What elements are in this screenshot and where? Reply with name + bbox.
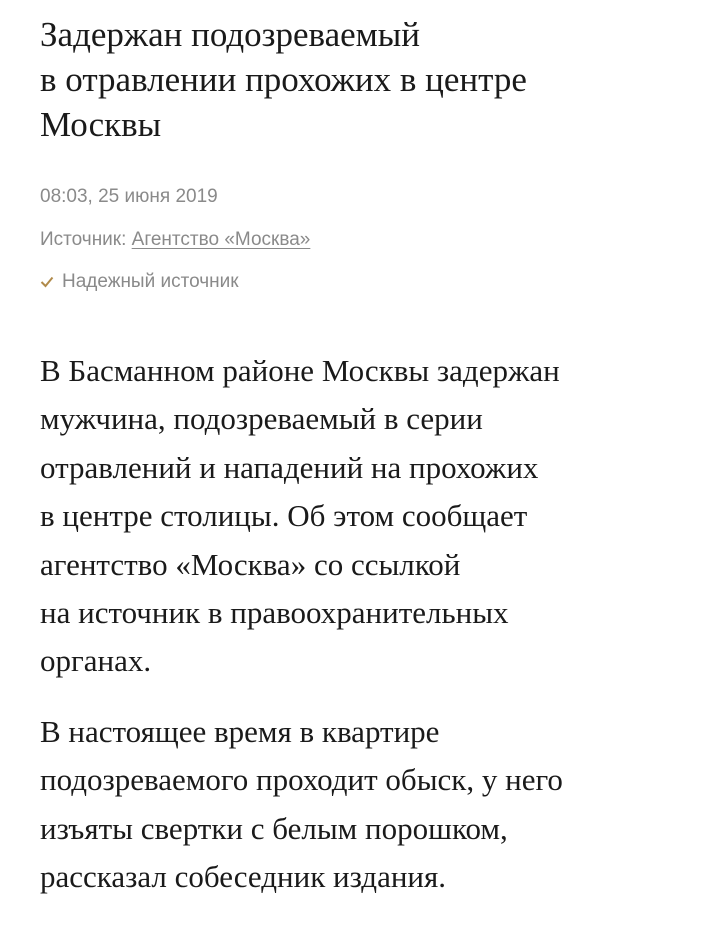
text-line: в центре столицы. Об этом сообщает (40, 498, 528, 534)
source-label: Источник: (40, 229, 132, 250)
reliable-source-label: Надежный источник (62, 271, 239, 292)
text-line: органах. (40, 643, 152, 679)
title-line: Москвы (40, 105, 162, 144)
source-link[interactable]: Агентство «Москва» (131, 229, 311, 250)
paragraph (40, 347, 700, 686)
text-line: мужчина, подозреваемый в серии (40, 401, 483, 437)
text-line: на источник в правоохранительных (40, 595, 509, 631)
paragraph (40, 708, 700, 902)
publish-date: 08:03, 25 июня 2019 (40, 186, 218, 207)
text-line: рассказал собеседник издания. (40, 859, 447, 895)
article (40, 0, 690, 895)
text-line: В настоящее время в квартире (40, 713, 440, 749)
text-line: изъяты свертки с белым порошком, (40, 810, 508, 846)
article-title (40, 0, 690, 147)
text-line: подозреваемого проходит обыск, у него (40, 762, 563, 798)
source-line (40, 229, 310, 251)
article-body (40, 347, 700, 901)
text-line: В Басманном районе Москвы задержан (40, 353, 560, 388)
checkmark-icon (40, 275, 54, 289)
title-line: Задержан подозреваемый (40, 15, 421, 54)
title-line: в отравлении прохожих в центре (40, 60, 527, 99)
reliable-source-badge (40, 271, 239, 293)
text-line: агентство «Москва» со ссылкой (40, 546, 461, 582)
text-line: отравлений и нападений на прохожих (40, 449, 539, 485)
